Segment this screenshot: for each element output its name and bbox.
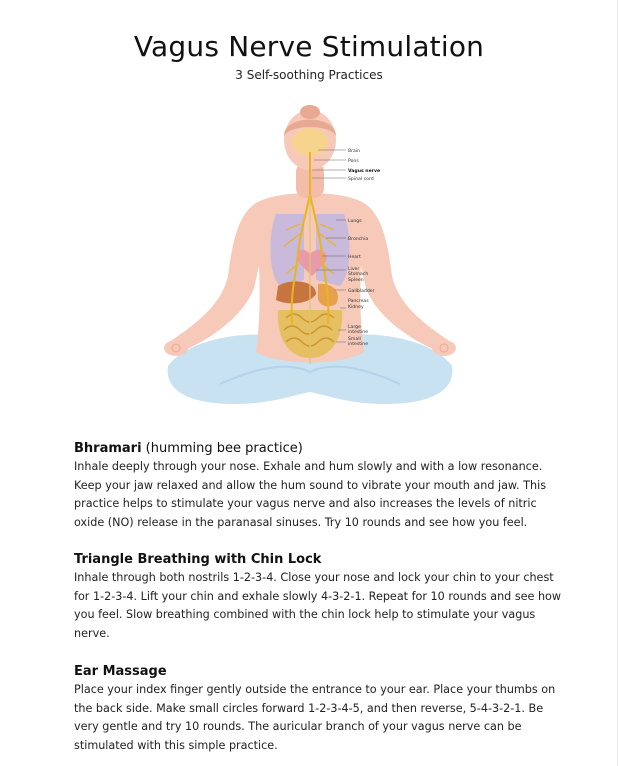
- label-brain: Brain: [348, 149, 361, 154]
- vagus-nerve-illustration: [150, 104, 470, 424]
- section-bhramari: [74, 440, 564, 532]
- section-body: Place your index finger gently outside the entrance to your ear. Place your thumbs on the back side. Make small circles forward 1-2-3-4-5, and then reverse, 5-4-3-2-1. Be very gentle and try 10 rounds. The auricular branch of your vagus nerve can be stimulated with this simple practice.: [74, 683, 556, 752]
- label-gallbladder: Gallbladder: [348, 289, 375, 294]
- label-large-intestine-2: intestine: [348, 330, 369, 335]
- label-heart: Heart: [348, 255, 361, 260]
- section-body: Inhale through both nostrils 1-2-3-4. Close your nose and lock your chin to your chest for 1-2-3-4. Lift your chin and exhale slowly 4-3-2-1. Repeat for 10 rounds and see how you feel. Slow breathing combined with the chin lock help to stimulate your vagus nerve.: [74, 571, 562, 640]
- label-pons: Pons: [348, 159, 359, 164]
- label-spinal-cord: Spinal cord: [348, 177, 374, 182]
- label-large-intestine-1: Large: [348, 325, 361, 330]
- label-liver: Liver: [348, 267, 360, 272]
- label-kidney: Kidney: [348, 305, 364, 310]
- page-title: Vagus Nerve Stimulation: [133, 30, 485, 63]
- label-pancreas: Pancreas: [348, 299, 369, 304]
- right-hand-shape: [432, 340, 456, 356]
- left-arm-shape: [172, 202, 270, 352]
- section-ear-massage: [74, 663, 564, 755]
- brain-shape: [292, 128, 328, 156]
- section-heading-text: Bhramari: [74, 441, 142, 456]
- section-heading: [74, 440, 564, 458]
- section-triangle-breathing: [74, 551, 564, 643]
- label-lungs: Lungs: [348, 219, 362, 224]
- left-hand-shape: [164, 340, 188, 356]
- section-heading: Ear Massage: [74, 664, 167, 679]
- label-stomach: Stomach: [348, 272, 369, 277]
- section-heading-suffix: (humming bee practice): [141, 441, 303, 456]
- label-small-intestine-1: Small: [348, 337, 361, 342]
- section-body: Inhale deeply through your nose. Exhale and hum slowly and with a low resonance. Keep your jaw relaxed and allow the hum sound to vibrate your mouth and jaw. This practice helps to stimulate your vagus nerve and also increases the levels of nitric oxide (NO) release in the paranasal sinuses. Try 10 rounds and see how you feel.: [74, 460, 547, 529]
- section-heading: Triangle Breathing with Chin Lock: [74, 552, 322, 567]
- label-vagus-nerve: Vagus nerve: [348, 169, 381, 174]
- page-subtitle: 3 Self-soothing Practices: [235, 68, 383, 82]
- label-spleen: Spleen: [348, 278, 364, 283]
- label-small-intestine-2: intestine: [348, 342, 369, 347]
- label-bronchia: Bronchia: [348, 237, 369, 242]
